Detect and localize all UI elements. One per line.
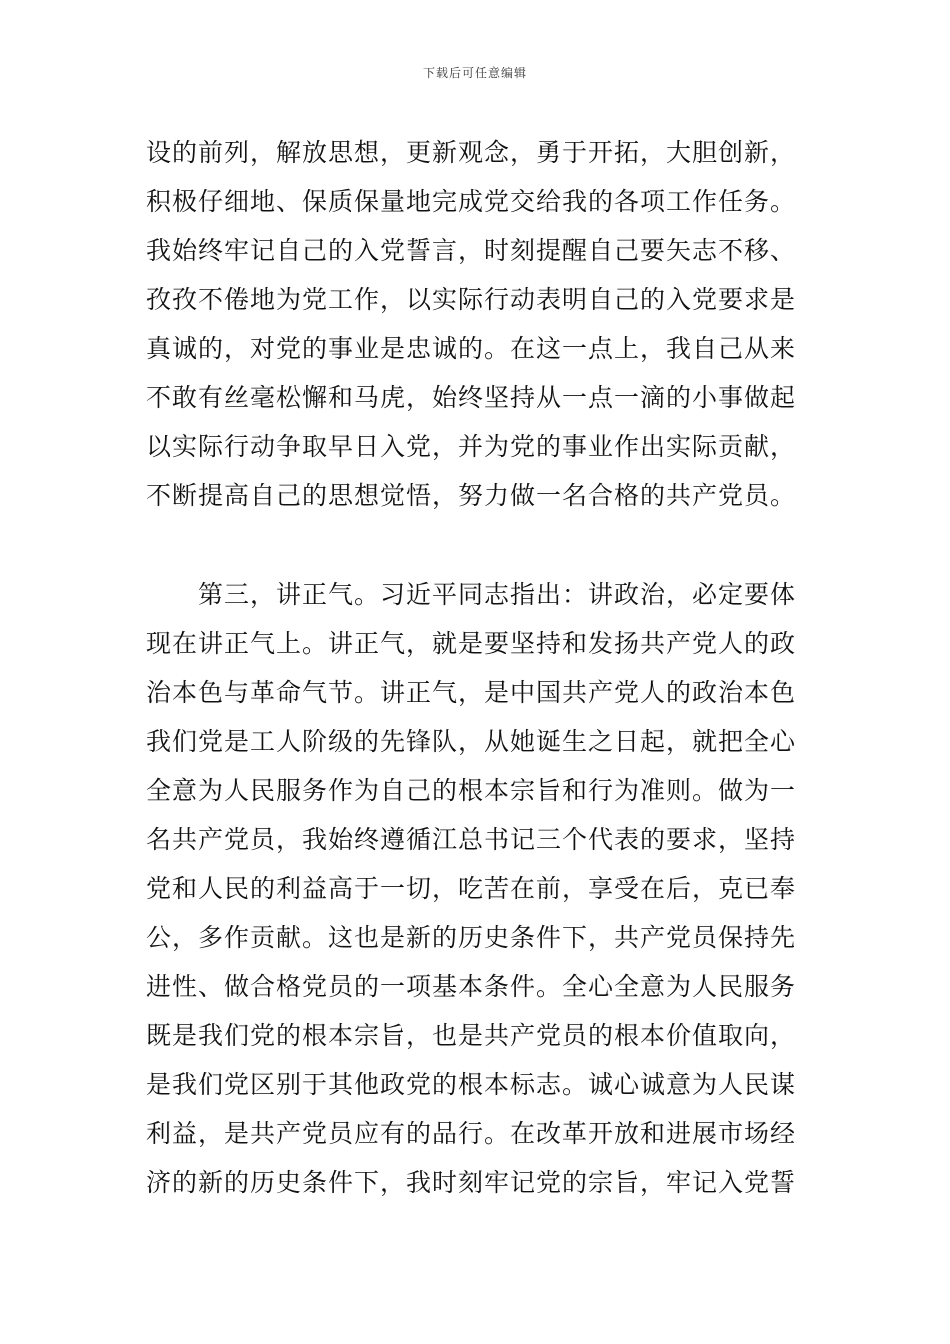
text-line: 真诚的，对党的事业是忠诚的。在这一点上，我自己从来 [146, 334, 797, 363]
text-line: 党和人民的利益高于一切，吃苦在前，享受在后，克已奉 [146, 874, 797, 903]
text-line: 我们党是工人阶级的先锋队，从她诞生之日起，就把全心 [146, 727, 797, 756]
text-line: 名共产党员，我始终遵循江总书记三个代表的要求，坚持 [146, 825, 797, 854]
paragraph-2 [146, 570, 806, 1207]
text-line: 以实际行动争取早日入党，并为党的事业作出实际贡献， [146, 432, 797, 461]
text-line: 孜孜不倦地为党工作，以实际行动表明自己的入党要求是 [146, 285, 797, 314]
text-line: 公，多作贡献。这也是新的历史条件下，共产党员保持先 [146, 923, 797, 952]
text-line: 第三，讲正气。习近平同志指出：讲政治，必定要体 [198, 580, 797, 609]
text-line: 利益，是共产党员应有的品行。在改革开放和进展市场经 [146, 1119, 797, 1148]
text-line: 我始终牢记自己的入党誓言，时刻提醒自己要矢志不移、 [146, 236, 797, 265]
paragraph-spacer [146, 520, 806, 570]
page-header: 下载后可任意编辑 [422, 66, 527, 80]
text-line: 治本色与革命气节。讲正气，是中国共产党人的政治本色 [146, 678, 797, 707]
paragraph-1 [146, 128, 806, 520]
text-line: 是我们党区别于其他政党的根本标志。诚心诚意为人民谋 [146, 1070, 797, 1099]
text-line: 设的前列，解放思想，更新观念，勇于开拓，大胆创新， [146, 138, 797, 167]
text-line: 全意为人民服务作为自己的根本宗旨和行为准则。做为一 [146, 776, 797, 805]
text-line: 济的新的历史条件下，我时刻牢记党的宗旨，牢记入党誓 [146, 1168, 797, 1197]
text-line: 不断提高自己的思想觉悟，努力做一名合格的共产党员。 [146, 481, 797, 510]
text-line: 既是我们党的根本宗旨，也是共产党员的根本价值取向， [146, 1021, 797, 1050]
text-line: 进性、做合格党员的一项基本条件。全心全意为人民服务 [146, 972, 797, 1001]
document-body [146, 128, 806, 1207]
text-line: 积极仔细地、保质保量地完成党交给我的各项工作任务。 [146, 187, 797, 216]
text-line: 不敢有丝毫松懈和马虎，始终坚持从一点一滴的小事做起 [146, 383, 797, 412]
text-line: 现在讲正气上。讲正气，就是要坚持和发扬共产党人的政 [146, 629, 797, 658]
